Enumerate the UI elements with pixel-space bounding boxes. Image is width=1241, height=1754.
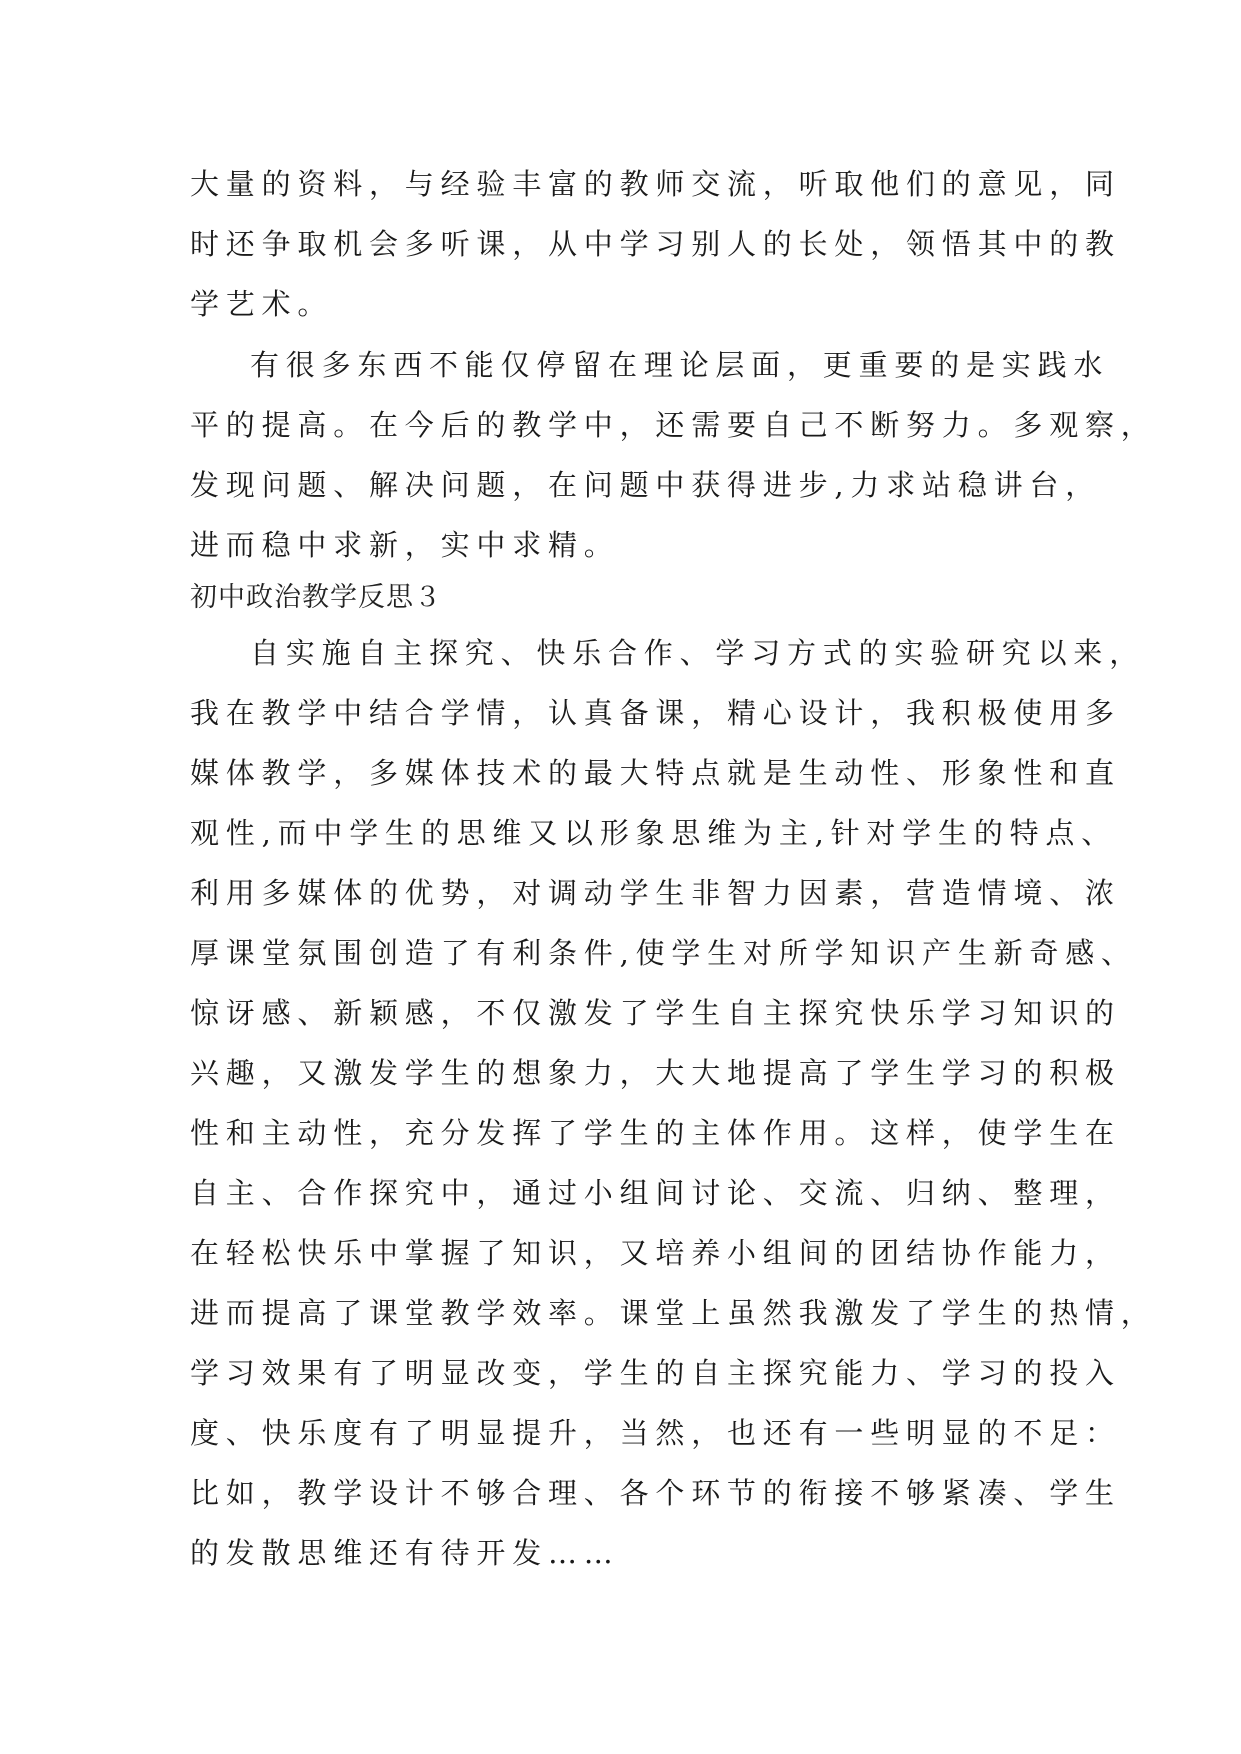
paragraph-2-line-4: 进而稳中求新，实中求精。 (190, 528, 620, 562)
paragraph-3-line-9: 性和主动性，充分发挥了学生的主体作用。这样，使学生在 (190, 1116, 1121, 1150)
section-heading: 初中政治教学反思３ (190, 582, 442, 613)
paragraph-1-line-2: 时还争取机会多听课，从中学习别人的长处，领悟其中的教 (190, 227, 1121, 261)
paragraph-3-line-16: 的发散思维还有待开发…… (190, 1536, 620, 1570)
paragraph-3-line-15: 比如，教学设计不够合理、各个环节的衔接不够紧凑、学生 (190, 1476, 1121, 1510)
paragraph-3-line-12: 进而提高了课堂教学效率。课堂上虽然我激发了学生的热情， (190, 1296, 1157, 1330)
paragraph-3-line-5: 利用多媒体的优势，对调动学生非智力因素，营造情境、浓 (190, 876, 1121, 910)
paragraph-3-line-1: 自实施自主探究、快乐合作、学习方式的实验研究以来， (250, 636, 1146, 670)
paragraph-3-line-14: 度、快乐度有了明显提升，当然，也还有一些明显的不足： (190, 1416, 1121, 1450)
paragraph-1-line-3: 学艺术。 (190, 287, 334, 321)
paragraph-1-line-1: 大量的资料，与经验丰富的教师交流，听取他们的意见，同 (190, 167, 1121, 201)
paragraph-3-line-13: 学习效果有了明显改变，学生的自主探究能力、学习的投入 (190, 1356, 1121, 1390)
paragraph-3-line-11: 在轻松快乐中掌握了知识，又培养小组间的团结协作能力， (190, 1236, 1121, 1270)
paragraph-2-line-3: 发现问题、解决问题，在问题中获得进步,力求站稳讲台， (190, 468, 1102, 502)
paragraph-3-line-2: 我在教学中结合学情，认真备课，精心设计，我积极使用多 (190, 696, 1121, 730)
paragraph-3-line-10: 自主、合作探究中，通过小组间讨论、交流、归纳、整理， (190, 1176, 1121, 1210)
paragraph-3-line-7: 惊讶感、新颖感，不仅激发了学生自主探究快乐学习知识的 (190, 996, 1121, 1030)
paragraph-3-line-8: 兴趣，又激发学生的想象力，大大地提高了学生学习的积极 (190, 1056, 1121, 1090)
paragraph-2-line-2: 平的提高。在今后的教学中，还需要自己不断努力。多观察， (190, 408, 1157, 442)
paragraph-3-line-6: 厚课堂氛围创造了有利条件,使学生对所学知识产生新奇感、 (190, 936, 1137, 970)
paragraph-2-line-1: 有很多东西不能仅停留在理论层面，更重要的是实践水 (250, 348, 1110, 382)
paragraph-3-line-4: 观性,而中学生的思维又以形象思维为主,针对学生的特点、 (190, 816, 1118, 850)
paragraph-3-line-3: 媒体教学，多媒体技术的最大特点就是生动性、形象性和直 (190, 756, 1121, 790)
